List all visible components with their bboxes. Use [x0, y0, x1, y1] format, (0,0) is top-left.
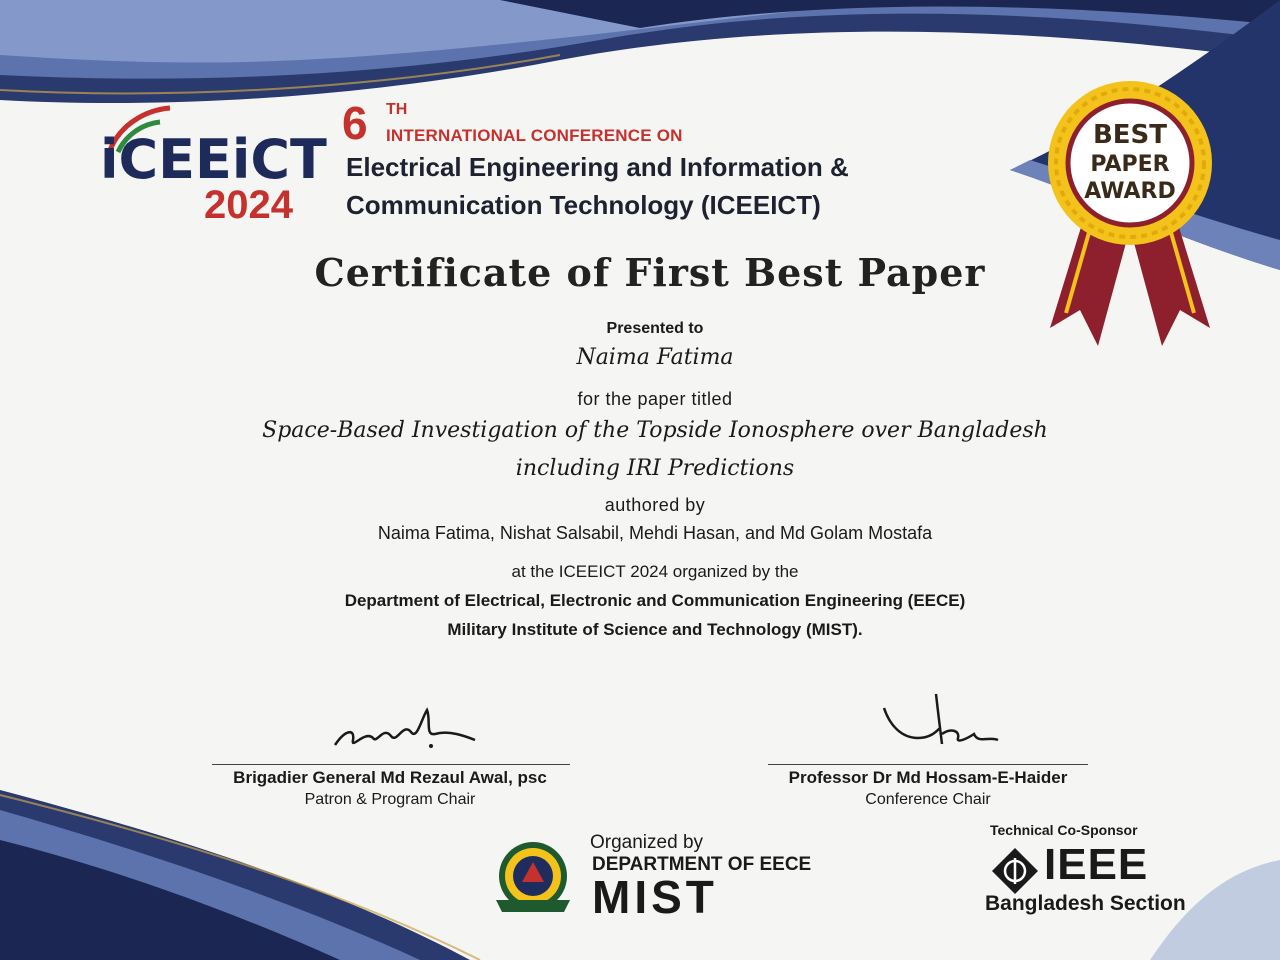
- sponsor-name: IEEE: [1044, 840, 1149, 889]
- ieee-diamond-icon: [990, 846, 1040, 896]
- logo-wordmark: iCEEiCT: [100, 128, 327, 191]
- signature-left: [325, 700, 485, 762]
- badge-line1: BEST: [1092, 120, 1168, 150]
- recipient-name: Naima Fatima: [576, 345, 734, 370]
- badge-line3: AWARD: [1084, 179, 1176, 204]
- signature-right: [878, 688, 1018, 760]
- organizer-department: DEPARTMENT OF EECE: [592, 854, 812, 875]
- badge-line2: PAPER: [1090, 152, 1170, 177]
- signature-line-right: [768, 764, 1088, 765]
- authored-by-label: authored by: [604, 495, 706, 515]
- edition-suffix: TH: [386, 101, 408, 118]
- best-paper-award-badge: [1030, 78, 1230, 358]
- sponsor-label: Technical Co-Sponsor: [990, 822, 1138, 838]
- signatory-right-role: Conference Chair: [865, 791, 991, 808]
- iceeict-logo: [100, 100, 330, 225]
- conference-prefix: INTERNATIONAL CONFERENCE ON: [386, 126, 683, 145]
- signatory-left-role: Patron & Program Chair: [304, 791, 476, 808]
- organizer-institute-logo: MIST: [592, 871, 718, 923]
- mist-emblem-icon: [488, 838, 578, 918]
- signatory-left-name: Brigadier General Md Rezaul Awal, psc: [233, 768, 547, 787]
- signature-line-left: [212, 764, 570, 765]
- organized-line: at the ICEEICT 2024 organized by the: [511, 562, 799, 581]
- paper-title: Space-Based Investigation of the Topside Ionosphere over Bangladesh including IRI Predictions: [262, 418, 1048, 481]
- presented-to-label: Presented to: [606, 320, 704, 337]
- logo-year: 2024: [204, 183, 293, 225]
- conference-name-line2: Communication Technology (ICEEICT): [346, 190, 821, 220]
- sponsor-section: Bangladesh Section: [985, 892, 1186, 915]
- certificate-title: Certificate of First Best Paper: [314, 250, 986, 295]
- institute-name: Military Institute of Science and Technology (MIST).: [447, 620, 863, 639]
- organized-by-label: Organized by: [590, 832, 704, 853]
- department-name: Department of Electrical, Electronic and Communication Engineering (EECE): [344, 591, 966, 610]
- edition-number: 6: [342, 97, 368, 149]
- for-paper-label: for the paper titled: [577, 389, 733, 409]
- authors-list: Naima Fatima, Nishat Salsabil, Mehdi Hasan, and Md Golam Mostafa: [377, 523, 933, 543]
- signatory-right-name: Professor Dr Md Hossam-E-Haider: [788, 768, 1068, 787]
- conference-name-line1: Electrical Engineering and Information &: [346, 152, 849, 182]
